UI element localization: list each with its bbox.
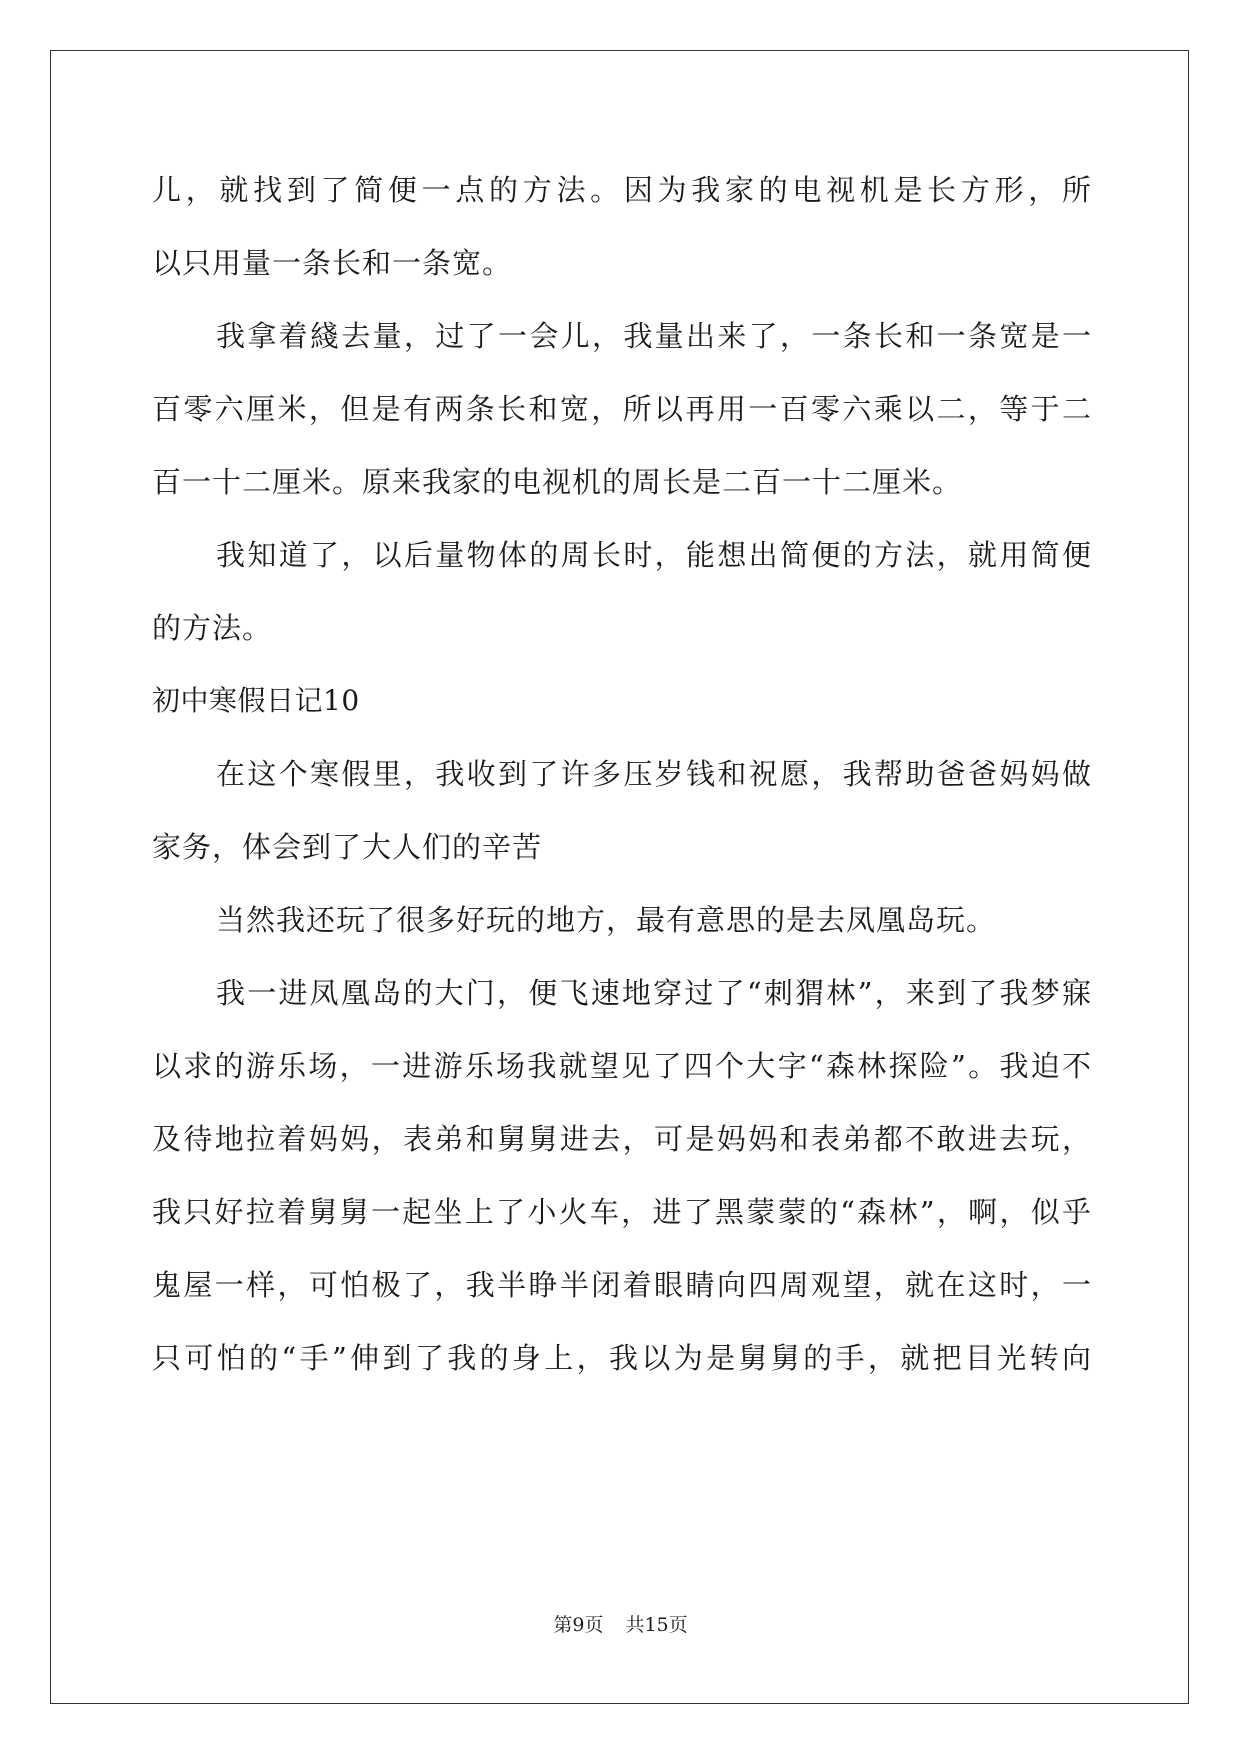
paragraph-line: 百零六厘米，但是有两条长和宽，所以再用一百零六乘以二，等于二 (152, 392, 1092, 426)
paragraph-line: 以只用量一条长和一条宽。 (152, 246, 513, 280)
paragraph-line: 及待地拉着妈妈，表弟和舅舅进去，可是妈妈和表弟都不敢进去玩， (152, 1122, 1092, 1156)
paragraph-line: 只可怕的“手”伸到了我的身上，我以为是舅舅的手，就把目光转向 (152, 1341, 1092, 1375)
section-heading: 初中寒假日记10 (152, 684, 360, 717)
paragraph-line: 儿，就找到了简便一点的方法。因为我家的电视机是长方形，所 (152, 173, 1092, 207)
page-footer (0, 1613, 1241, 1637)
paragraph-line: 我知道了，以后量物体的周长时，能想出简便的方法，就用简便 (216, 538, 1092, 572)
paragraph-line: 的方法。 (152, 611, 273, 645)
paragraph-line: 在这个寒假里，我收到了许多压岁钱和祝愿，我帮助爸爸妈妈做 (216, 757, 1092, 791)
paragraph-line: 鬼屋一样，可怕极了，我半睁半闭着眼睛向四周观望，就在这时，一 (152, 1268, 1092, 1302)
paragraph-line: 家务，体会到了大人们的辛苦 (152, 830, 543, 864)
paragraph-line: 我一进凤凰岛的大门，便飞速地穿过了“刺猬林”，来到了我梦寐 (216, 976, 1092, 1010)
page-border (50, 50, 1189, 1704)
paragraph-line: 当然我还玩了很多好玩的地方，最有意思的是去凤凰岛玩。 (216, 903, 997, 937)
paragraph-line: 我只好拉着舅舅一起坐上了小火车，进了黑蒙蒙的“森林”，啊，似乎 (152, 1195, 1092, 1229)
page-total: 共15页 (625, 1614, 688, 1636)
paragraph-line: 我拿着綫去量，过了一会儿，我量出来了，一条长和一条宽是一 (216, 319, 1092, 353)
paragraph-line: 百一十二厘米。原来我家的电视机的周长是二百一十二厘米。 (152, 465, 963, 499)
page-number: 第9页 (553, 1614, 604, 1636)
paragraph-line: 以求的游乐场，一进游乐场我就望见了四个大字“森林探险”。我迫不 (152, 1049, 1092, 1083)
